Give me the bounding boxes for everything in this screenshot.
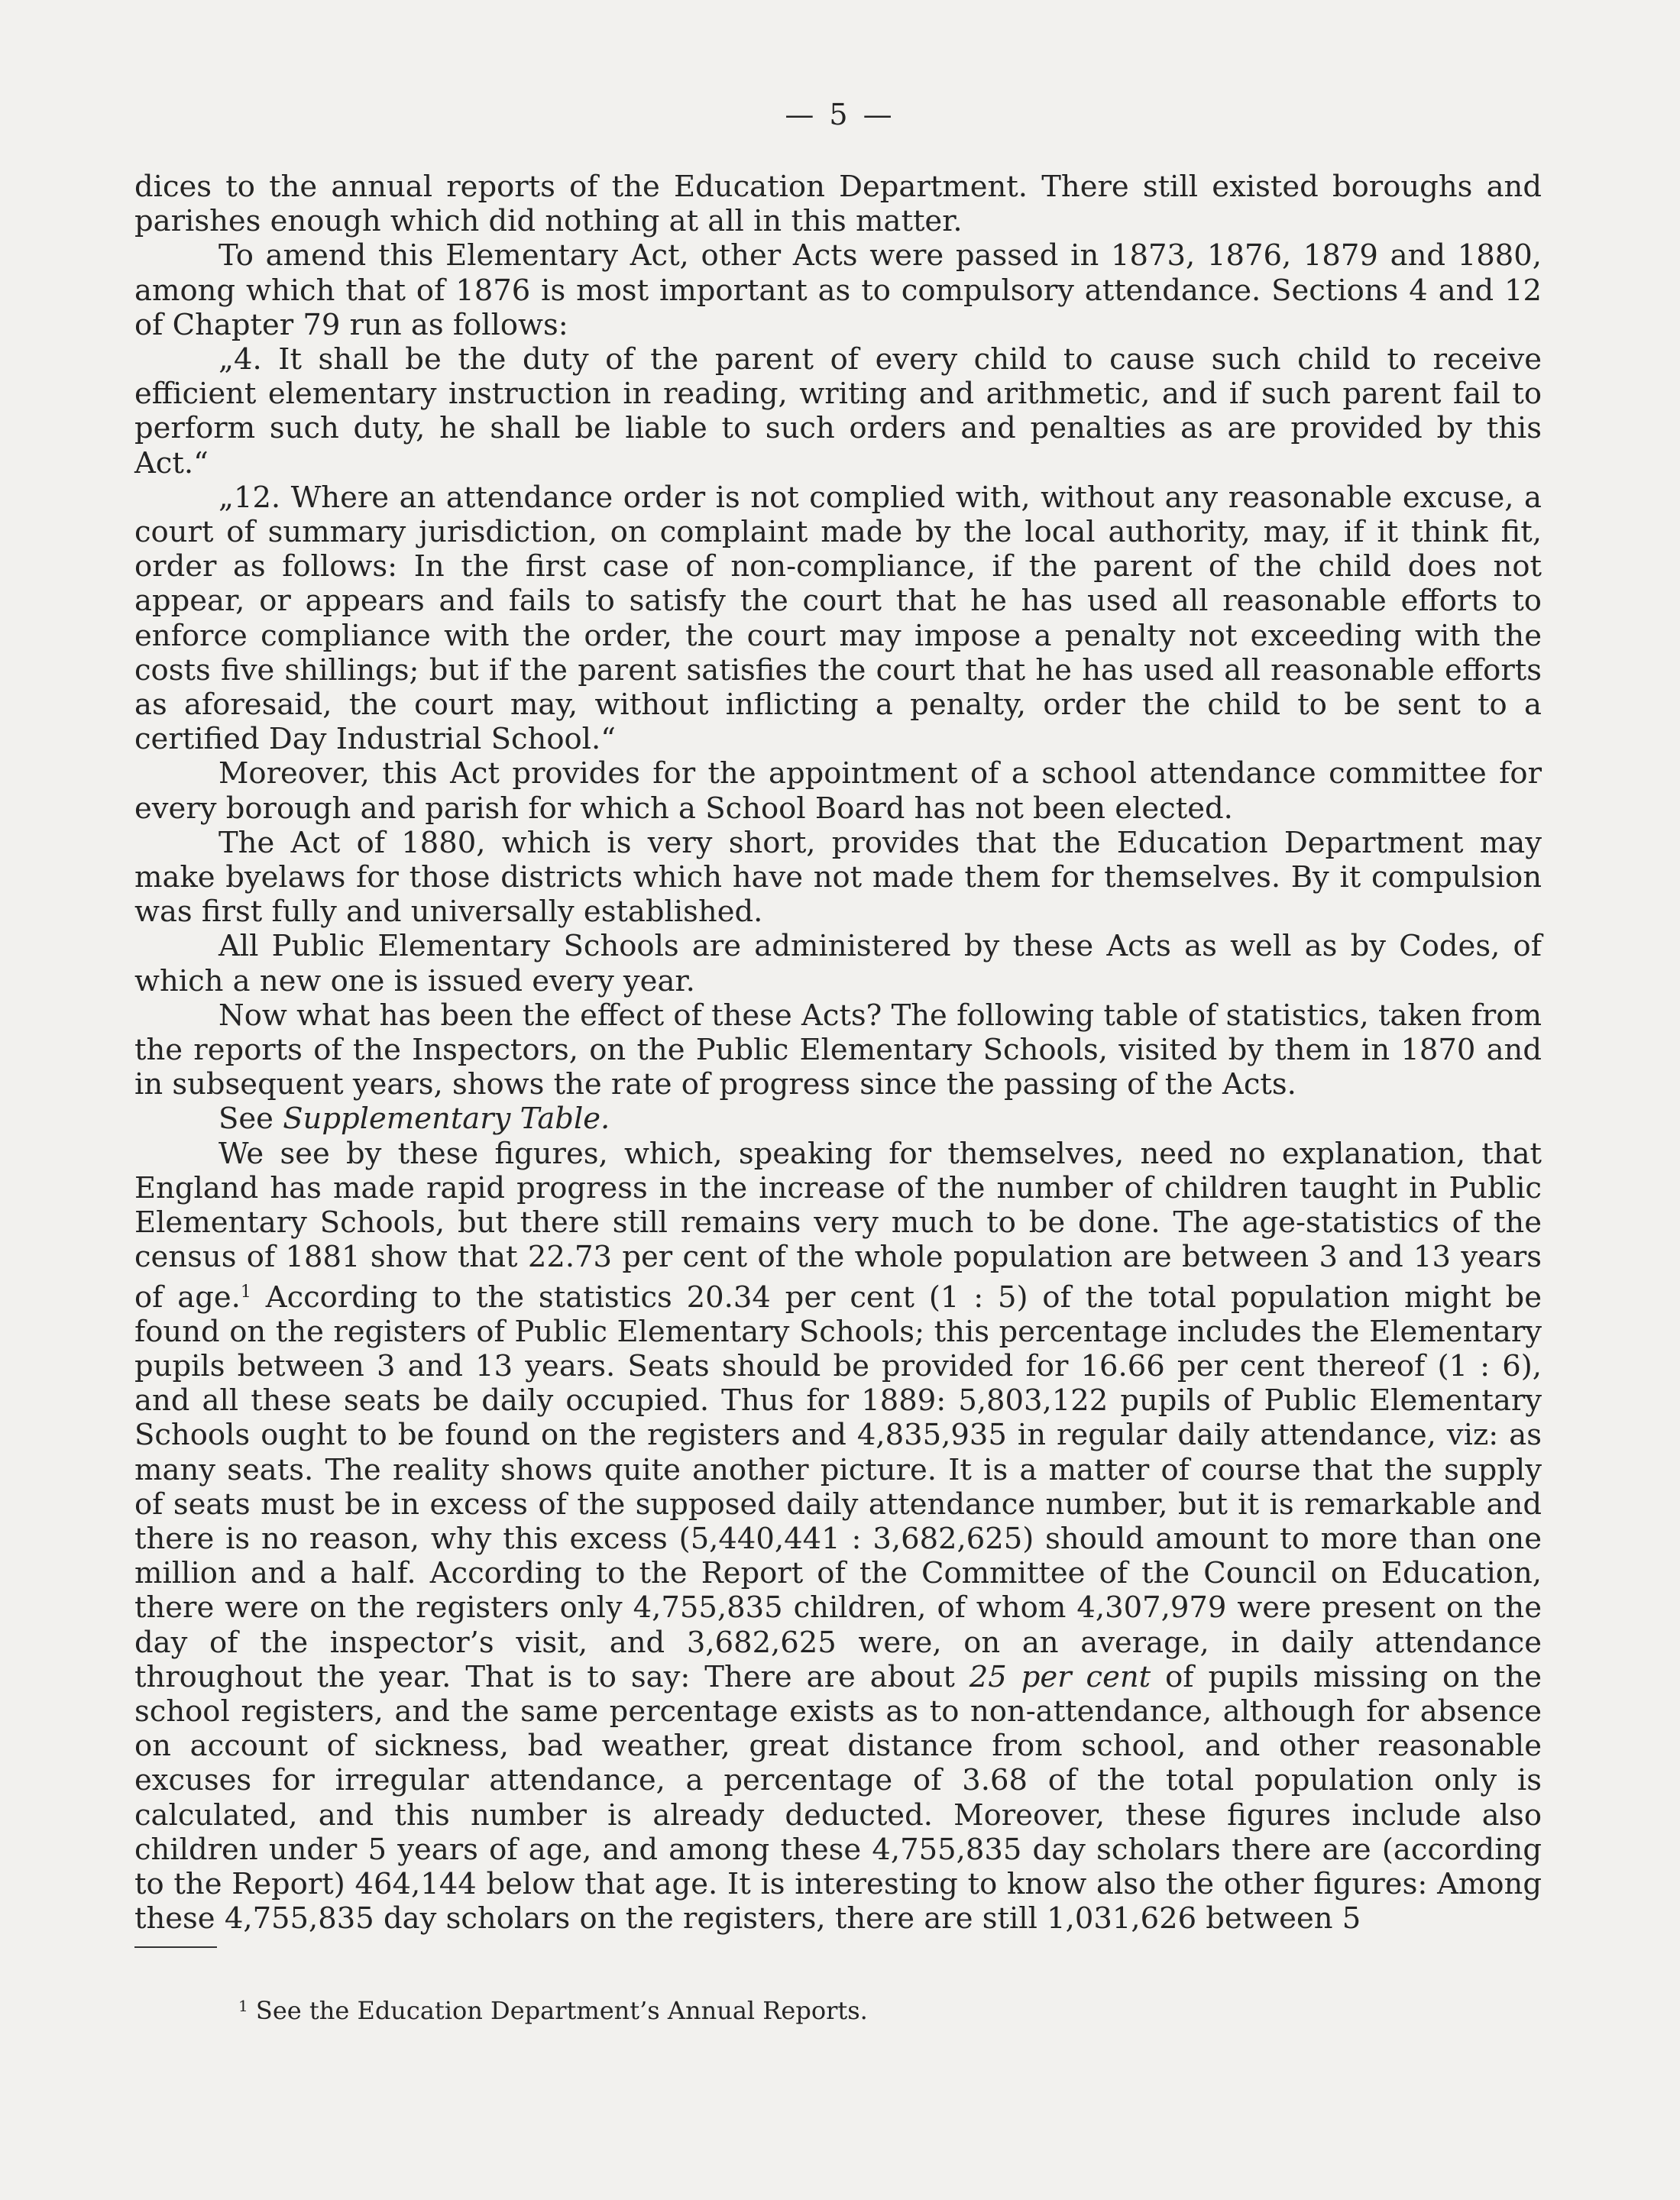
footnote-reference: 1 (240, 1282, 251, 1302)
statistics-paragraph (134, 1137, 1542, 1936)
percent-emphasis: 25 per cent (969, 1659, 1151, 1694)
statistics-text-c: of pupils missing on the school registers, and the same percentage exists as to non-attendance, although for absence on account of sickness, bad weather, great distance from school, and other reasonable excuses for irregular attendance, a percentage of 3.68 of the total population only is calculated, and this number is already deducted. Moreover, these figures include also children under 5 years of age, and among these 4,755,835 day scholars there are (according to the Report) 464,144 below that age. It is interesting to know also the other figures: Among these 4,755,835 day scholars on the registers, there are still 1,031,626 between 5 (134, 1659, 1542, 1936)
footnote-marker: 1 (238, 1997, 248, 2015)
quoted-section-12: „12. Where an attendance order is not complied with, without any reasonable excuse, a court of summary jurisdiction, on complaint made by the local authority, may, if it think fit, order as follows: In the first case of non-compliance, if the parent of the child does not appear, or appears and fails to satisfy the court that he has used all reasonable efforts to enforce compliance with the order, the court may impose a penalty not exceeding with the costs five shillings; but if the parent satisfies the court that he has used all reasonable efforts as aforesaid, the court may, without inflicting a penalty, order the child to be sent to a certified Day Industrial School.“ (134, 480, 1542, 757)
paragraph: Moreover, this Act provides for the appointment of a school attendance committee for every borough and parish for which a School Board has not been elected. (134, 756, 1542, 826)
paragraph: The Act of 1880, which is very short, provides that the Education Department may make byelaws for those districts which have not made them for themselves. By it compulsion was first fully and universally established. (134, 825, 1542, 930)
see-prefix: See (218, 1102, 283, 1137)
paragraph: dices to the annual reports of the Education Department. There still existed boroughs and parishes enough which did nothing at all in this matter. (134, 170, 1542, 239)
paragraph: Now what has been the effect of these Acts? The following table of statistics, taken from the reports of the Inspectors, on the Public Elementary Schools, visited by them in 1870 and in subsequent years, shows the rate of progress since the passing of the Acts. (134, 998, 1542, 1102)
statistics-text-b: According to the statistics 20.34 per cent (1 : 5) of the total population might be found on the registers of Public Elementary Schools; this percentage includes the Elementary pupils between 3 and 13 years. Seats should be provided for 16.66 per cent thereof (1 : 6), and all these seats be daily occupied. Thus for 1889: 5,803,122 pupils of Public Elementary Schools ought to be found on the registers and 4,835,935 in regular daily attendance, viz: as many seats. The reality shows quite another picture. It is a matter of course that the supply of seats must be in excess of the supposed daily attendance number, but it is remarkable and there is no reason, why this excess (5,440,441 : 3,682,625) should amount to more than one million and a half. According to the Report of the Committee of the Council on Education, there were on the registers only 4,755,835 children, of whom 4,307,979 were present on the day of the inspector’s visit, and 3,682,625 were, on an average, in daily attendance throughout the year. That is to say: There are about (134, 1280, 1542, 1694)
statistics-text-a: We see by these figures, which, speaking for themselves, need no explanation, that England has made rapid progress in the increase of the number of children taught in Public Elementary Schools, but there still remains very much to be done. The age-statistics of the census of 1881 show that 22.73 per cent of the whole population are between 3 and 13 years of age. (134, 1136, 1542, 1315)
see-table-reference (134, 1102, 1542, 1136)
footnote-divider (134, 1946, 217, 1948)
body-text (134, 170, 1542, 1936)
page-number: — 5 — (785, 98, 895, 131)
supplementary-table-title: Supplementary Table. (283, 1102, 610, 1137)
footnote (238, 1991, 868, 2026)
quoted-section-4: „4. It shall be the duty of the parent of every child to cause such child to receive efficient elementary instruction in reading, writing and arithmetic, and if such parent fail to perform such duty, he shall be liable to such orders and penalties as are provided by this Act.“ (134, 342, 1542, 480)
footnote-text: See the Education Department’s Annual Reports. (248, 1996, 868, 2025)
paragraph: All Public Elementary Schools are administered by these Acts as well as by Codes, of which a new one is issued every year. (134, 929, 1542, 998)
paragraph: To amend this Elementary Act, other Acts were passed in 1873, 1876, 1879 and 1880, among which that of 1876 is most important as to compulsory attendance. Sections 4 and 12 of Chapter 79 run as follows: (134, 238, 1542, 342)
